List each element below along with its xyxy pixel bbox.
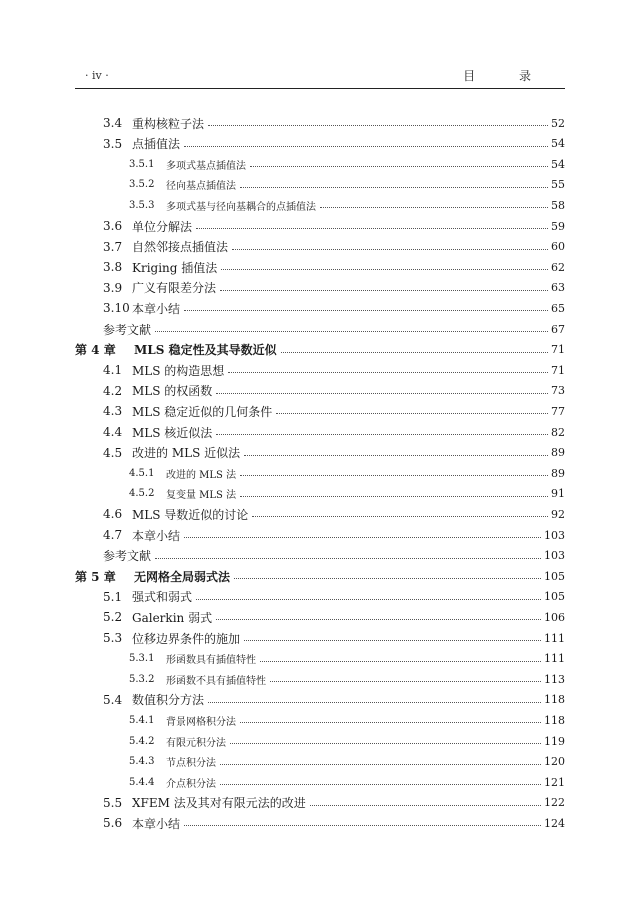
toc-section-entry[interactable] xyxy=(0,525,638,545)
toc-entry-number: 3.5.3 xyxy=(129,199,155,211)
toc-entry-title: 形函数不具有插值特性 xyxy=(166,675,266,687)
toc-entry-title: 有限元积分法 xyxy=(166,737,226,749)
dot-leader xyxy=(260,661,541,662)
toc-subsection-entry[interactable] xyxy=(0,484,638,504)
dot-leader xyxy=(216,434,548,435)
toc-entry-title: MLS 核近似法 xyxy=(132,425,213,440)
toc-section-entry[interactable] xyxy=(0,443,638,463)
toc-references-entry[interactable] xyxy=(0,319,638,339)
toc-subsection-entry[interactable] xyxy=(0,669,638,689)
toc-section-entry[interactable] xyxy=(0,607,638,627)
dot-leader xyxy=(240,187,548,188)
toc-entry-number: 4.5 xyxy=(103,445,123,460)
toc-entry-number: 4.4 xyxy=(103,425,123,439)
toc-entry-page-number: 120 xyxy=(544,755,565,769)
toc-entry-page-number: 67 xyxy=(551,322,565,336)
toc-entry-number: 4.5.2 xyxy=(129,488,155,500)
toc-section-entry[interactable] xyxy=(0,278,638,298)
toc-section-entry[interactable] xyxy=(0,360,638,380)
toc-entry-title: 本章小结 xyxy=(132,301,181,316)
toc-entry-number: 5.3 xyxy=(103,631,123,645)
toc-entry-page-number: 111 xyxy=(544,652,565,666)
dot-leader xyxy=(208,125,548,126)
toc-subsection-entry[interactable] xyxy=(0,195,638,215)
toc-section-entry[interactable] xyxy=(0,113,638,133)
dot-leader xyxy=(220,784,541,785)
toc-entry-title: 多项式基点插值法 xyxy=(166,160,246,172)
toc-entry-title: 无网格全局弱式法 xyxy=(134,569,231,584)
toc-entry-number: 5.6 xyxy=(103,816,123,831)
dot-leader xyxy=(240,475,548,476)
toc-entry-title: MLS 导数近似的讨论 xyxy=(132,507,249,522)
toc-entry-page-number: 103 xyxy=(544,549,565,563)
toc-entry-number: 第 5 章 xyxy=(75,569,116,584)
toc-entry-page-number: 105 xyxy=(544,569,565,583)
toc-entry-number: 第 4 章 xyxy=(75,343,116,358)
toc-entry-number: 5.4.4 xyxy=(129,776,155,788)
toc-entry-title: 节点积分法 xyxy=(166,758,216,770)
toc-entry-title: 自然邻接点插值法 xyxy=(132,240,229,255)
toc-entry-number: 5.1 xyxy=(103,589,123,604)
toc-entry-number: 3.9 xyxy=(103,280,123,295)
toc-entry-page-number: 58 xyxy=(551,198,565,212)
dot-leader xyxy=(240,496,548,497)
toc-chapter-entry[interactable] xyxy=(0,340,638,360)
toc-entry-title: 参考文献 xyxy=(103,549,152,564)
toc-entry-title: 改进的 MLS 近似法 xyxy=(132,446,241,461)
toc-entry-page-number: 59 xyxy=(551,219,565,233)
toc-section-entry[interactable] xyxy=(0,422,638,442)
dot-leader xyxy=(244,640,541,641)
toc-entry-title: 强式和弱式 xyxy=(132,590,193,605)
toc-entry-number: 5.2 xyxy=(103,610,123,625)
dot-leader xyxy=(244,455,548,456)
toc-entry-page-number: 73 xyxy=(551,384,565,398)
toc-entry-title: 多项式基与径向基耦合的点插值法 xyxy=(166,201,316,213)
dot-leader xyxy=(252,516,548,517)
toc-subsection-entry[interactable] xyxy=(0,731,638,751)
toc-entry-title: 重构核粒子法 xyxy=(132,116,205,131)
dot-leader xyxy=(228,372,548,373)
dot-leader xyxy=(155,558,541,559)
toc-entry-page-number: 122 xyxy=(544,796,565,810)
toc-entry-number: 3.7 xyxy=(103,239,123,254)
dot-leader xyxy=(196,228,548,229)
toc-section-entry[interactable] xyxy=(0,381,638,401)
toc-subsection-entry[interactable] xyxy=(0,649,638,669)
toc-entry-title: 数值积分方法 xyxy=(132,693,205,708)
toc-entry-page-number: 118 xyxy=(544,693,565,707)
toc-entry-page-number: 121 xyxy=(544,775,565,789)
toc-section-entry[interactable] xyxy=(0,257,638,277)
toc-subsection-entry[interactable] xyxy=(0,175,638,195)
toc-entry-title: 形函数具有插值特性 xyxy=(166,655,256,667)
toc-entry-title: 单位分解法 xyxy=(132,219,193,234)
toc-entry-title: MLS 稳定近似的几何条件 xyxy=(132,404,273,419)
toc-entry-title: MLS 稳定性及其导数近似 xyxy=(134,343,277,358)
toc-entry-number: 5.3.2 xyxy=(129,673,155,685)
dot-leader xyxy=(216,393,548,394)
dot-leader xyxy=(208,702,541,703)
toc-entry-page-number: 89 xyxy=(551,466,565,480)
toc-entry-page-number: 119 xyxy=(544,734,565,748)
toc-entry-number: 5.4.3 xyxy=(129,756,155,768)
dot-leader xyxy=(230,743,541,744)
toc-section-entry[interactable] xyxy=(0,134,638,154)
toc-entry-number: 5.4.2 xyxy=(129,735,155,747)
dot-leader xyxy=(320,207,548,208)
toc-section-entry[interactable] xyxy=(0,401,638,421)
toc-entry-number: 5.4 xyxy=(103,692,123,707)
toc-entry-number: 4.2 xyxy=(103,383,123,398)
dot-leader xyxy=(184,146,548,147)
dot-leader xyxy=(184,825,541,826)
toc-entry-title: Galerkin 弱式 xyxy=(132,610,213,625)
toc-entry-title: Kriging 插值法 xyxy=(132,260,218,275)
dot-leader xyxy=(221,269,548,270)
toc-section-entry[interactable] xyxy=(0,298,638,318)
toc-entry-title: 本章小结 xyxy=(132,528,181,543)
toc-entry-page-number: 106 xyxy=(544,610,565,624)
toc-entry-number: 3.5.1 xyxy=(129,158,155,170)
toc-entry-title: 复变量 MLS 法 xyxy=(166,490,237,502)
toc-entry-page-number: 91 xyxy=(551,487,565,501)
dot-leader xyxy=(310,805,541,806)
dot-leader xyxy=(196,599,541,600)
toc-entry-page-number: 77 xyxy=(551,404,565,418)
toc-entry-number: 3.8 xyxy=(103,260,123,275)
toc-entry-page-number: 62 xyxy=(551,260,565,274)
dot-leader xyxy=(276,413,548,414)
toc-entry-number: 3.5.2 xyxy=(129,179,155,191)
dot-leader xyxy=(281,352,548,353)
toc-entry-page-number: 60 xyxy=(551,240,565,254)
dot-leader xyxy=(184,310,548,311)
toc-subsection-entry[interactable] xyxy=(0,752,638,772)
dot-leader xyxy=(220,290,548,291)
header-title: 目 录 xyxy=(463,69,551,83)
toc-subsection-entry[interactable] xyxy=(0,463,638,483)
toc-entry-page-number: 71 xyxy=(551,343,565,357)
toc-entry-page-number: 103 xyxy=(544,528,565,542)
toc-section-entry[interactable] xyxy=(0,237,638,257)
toc-section-entry[interactable] xyxy=(0,216,638,236)
toc-section-entry[interactable] xyxy=(0,628,638,648)
toc-entry-page-number: 54 xyxy=(551,137,565,151)
toc-section-entry[interactable] xyxy=(0,504,638,524)
dot-leader xyxy=(270,681,541,682)
toc-entry-title: MLS 的权函数 xyxy=(132,384,213,399)
dot-leader xyxy=(234,578,541,579)
toc-subsection-entry[interactable] xyxy=(0,710,638,730)
page-folio: · iv · xyxy=(85,69,109,82)
dot-leader xyxy=(232,249,548,250)
toc-entry-page-number: 71 xyxy=(551,363,565,377)
toc-entry-number: 5.3.1 xyxy=(129,653,155,665)
running-header xyxy=(75,66,565,89)
toc-entry-number: 5.5 xyxy=(103,795,123,810)
toc-entry-number: 3.5 xyxy=(103,136,123,151)
toc-entry-title: 介点积分法 xyxy=(166,778,216,790)
toc-entry-page-number: 124 xyxy=(544,816,565,830)
toc-section-entry[interactable] xyxy=(0,793,638,813)
toc-subsection-entry[interactable] xyxy=(0,772,638,792)
toc-entry-number: 5.4.1 xyxy=(129,714,155,726)
toc-entry-title: 径向基点插值法 xyxy=(166,181,236,193)
toc-entry-page-number: 111 xyxy=(544,631,565,645)
toc-entry-title: 参考文献 xyxy=(103,322,152,337)
toc-entry-number: 4.6 xyxy=(103,507,123,522)
toc-entry-page-number: 105 xyxy=(544,590,565,604)
dot-leader xyxy=(250,166,548,167)
toc-entry-number: 4.7 xyxy=(103,528,123,542)
toc-entry-title: XFEM 法及其对有限元法的改进 xyxy=(132,796,306,811)
toc-entry-page-number: 63 xyxy=(551,281,565,295)
toc-entry-number: 4.3 xyxy=(103,404,123,419)
toc-entry-page-number: 113 xyxy=(544,672,565,686)
toc-section-entry[interactable] xyxy=(0,690,638,710)
toc-entry-title: 本章小结 xyxy=(132,816,181,831)
toc-entry-number: 4.5.1 xyxy=(129,467,155,479)
toc-entry-page-number: 118 xyxy=(544,713,565,727)
toc-entry-title: 点插值法 xyxy=(132,137,181,152)
toc-references-entry[interactable] xyxy=(0,546,638,566)
toc-entry-title: MLS 的构造思想 xyxy=(132,363,225,378)
dot-leader xyxy=(240,722,541,723)
toc-entry-page-number: 82 xyxy=(551,425,565,439)
toc-chapter-entry[interactable] xyxy=(0,566,638,586)
toc-entry-page-number: 55 xyxy=(551,178,565,192)
toc-entry-page-number: 54 xyxy=(551,157,565,171)
toc-entry-title: 位移边界条件的施加 xyxy=(132,631,241,646)
toc-entry-number: 3.10 xyxy=(103,301,130,316)
toc-entry-page-number: 89 xyxy=(551,446,565,460)
dot-leader xyxy=(216,619,541,620)
toc-entry-title: 背景网格积分法 xyxy=(166,716,236,728)
toc-section-entry[interactable] xyxy=(0,813,638,833)
toc-entry-title: 广义有限差分法 xyxy=(132,281,217,296)
toc-entry-title: 改进的 MLS 法 xyxy=(166,469,237,481)
toc-entry-page-number: 92 xyxy=(551,507,565,521)
dot-leader xyxy=(220,764,541,765)
toc-section-entry[interactable] xyxy=(0,587,638,607)
toc-entry-number: 3.6 xyxy=(103,219,123,233)
toc-subsection-entry[interactable] xyxy=(0,154,638,174)
toc-entry-number: 4.1 xyxy=(103,363,123,378)
toc-entry-page-number: 65 xyxy=(551,301,565,315)
toc-entry-number: 3.4 xyxy=(103,116,123,130)
dot-leader xyxy=(155,331,548,332)
dot-leader xyxy=(184,537,541,538)
toc-entry-page-number: 52 xyxy=(551,116,565,130)
